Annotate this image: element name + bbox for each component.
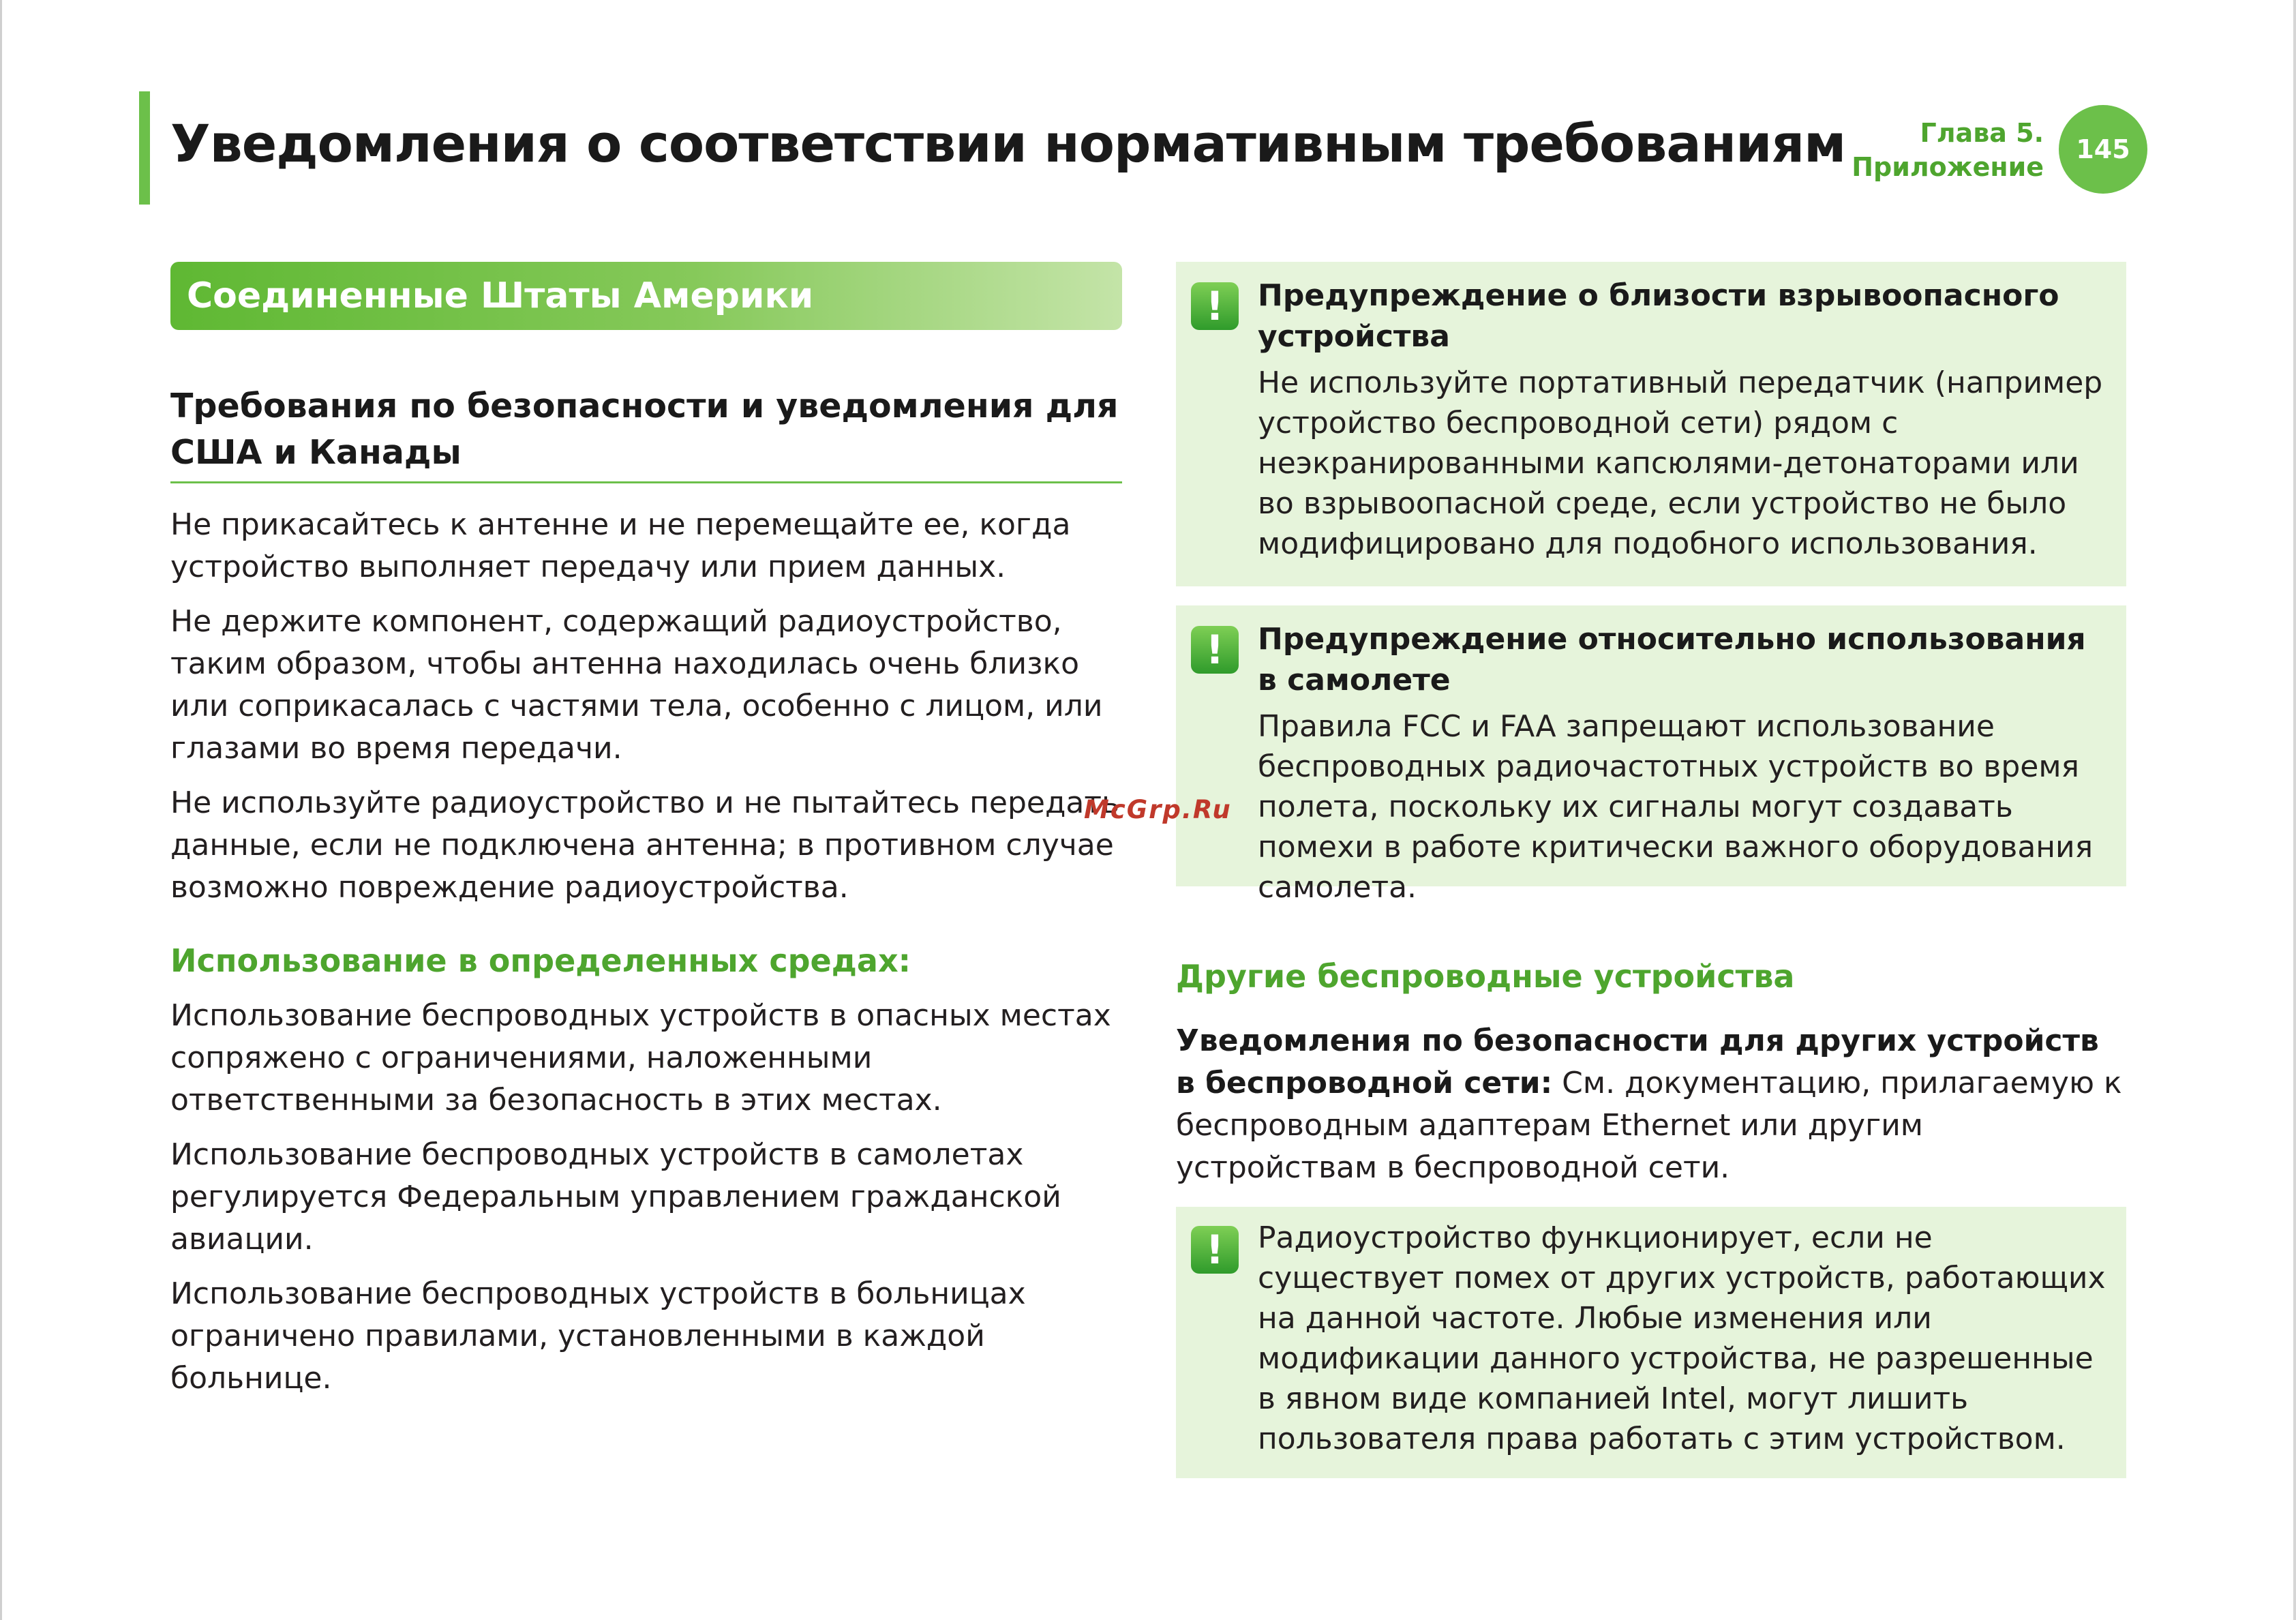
other-devices-text: См. документацию, прилагаемую к беспроводным адаптерам Ethernet или другим устройствам в беспроводной сети. (1176, 1066, 2122, 1185)
page-number-badge: 145 (2059, 105, 2147, 194)
safety-subheading: Требования по безопасности и уведомления для США и Канады (170, 383, 1122, 483)
environments-heading: Использование в определенных средах: (170, 942, 911, 979)
warning-icon: ! (1191, 1226, 1239, 1274)
right-column (1176, 262, 2126, 1478)
watermark-text: McGrp.Ru (1084, 795, 1232, 824)
notice-explosive-title: Предупреждение о близости взрывоопасного устройства (1258, 278, 2059, 354)
notice-explosive (1176, 262, 2126, 586)
other-devices-heading: Другие беспроводные устройства (1176, 958, 1795, 995)
page-edge-right (2293, 0, 2296, 1620)
paragraph-hospitals: Использование беспроводных устройств в больницах ограничено правилами, установленными в каждой больнице. (170, 1276, 1026, 1396)
notice-aircraft (1176, 605, 2126, 905)
other-devices-paragraph (1176, 1020, 2126, 1189)
chapter-label (1852, 116, 2044, 184)
section-banner-usa: Соединенные Штаты Америки (170, 262, 1122, 330)
chapter-number: Глава 5. (1920, 118, 2044, 148)
notice-interference-body: Радиоустройство функционирует, если не существует помех от других устройств, работающих на данной частоте. Любые изменения или модификации данного устройства, не разрешенные в явном виде компанией Intel, могут лишить пользователя права работать с этим устройством. (1258, 1220, 2106, 1456)
paragraph-antenna: Не прикасайтесь к антенне и не перемещайте ее, когда устройство выполняет передачу или прием данных. (170, 507, 1071, 584)
page-title: Уведомления о соответствии нормативным требованиям (170, 113, 1846, 174)
notice-interference (1176, 1207, 2126, 1478)
notice-aircraft-body: Правила FCC и FAA запрещают использование беспроводных радиочастотных устройств во время полета, поскольку их сигналы могут создавать помехи в работе критически важного оборудования самолета. (1258, 709, 2094, 905)
warning-icon: ! (1191, 626, 1239, 674)
paragraph-aircraft: Использование беспроводных устройств в самолетах регулируется Федеральным управлением гражданской авиации. (170, 1137, 1061, 1257)
page-edge-left (0, 0, 2, 1620)
notice-explosive-body: Не используйте портативный передатчик (например устройство беспроводной сети) рядом с неэкранированными капсюлями-детонаторами или во взрывоопасной среде, если устройство не было модифицировано для подобного использования. (1258, 365, 2103, 561)
warning-icon: ! (1191, 282, 1239, 330)
chapter-name: Приложение (1852, 152, 2044, 182)
paragraph-hazardous-places: Использование беспроводных устройств в опасных местах сопряжено с ограничениями, наложенными ответственными за безопасность в этих местах. (170, 998, 1111, 1118)
left-column (170, 262, 1122, 1400)
paragraph-body-contact: Не держите компонент, содержащий радиоустройство, таким образом, чтобы антенна находилась очень близко или соприкасалась с частями тела, особенно с лицом, или глазами во время передачи. (170, 604, 1103, 766)
paragraph-no-antenna: Не используйте радиоустройство и не пытайтесь передать данные, если не подключена антенна; в противном случае возможно повреждение радиоустройства. (170, 785, 1119, 905)
title-accent-bar (139, 91, 150, 205)
notice-aircraft-title: Предупреждение относительно использования в самолете (1258, 622, 2086, 698)
other-devices-bold-lead: Уведомления по безопасности для других устройств в беспроводной сети: (1176, 1023, 2099, 1100)
